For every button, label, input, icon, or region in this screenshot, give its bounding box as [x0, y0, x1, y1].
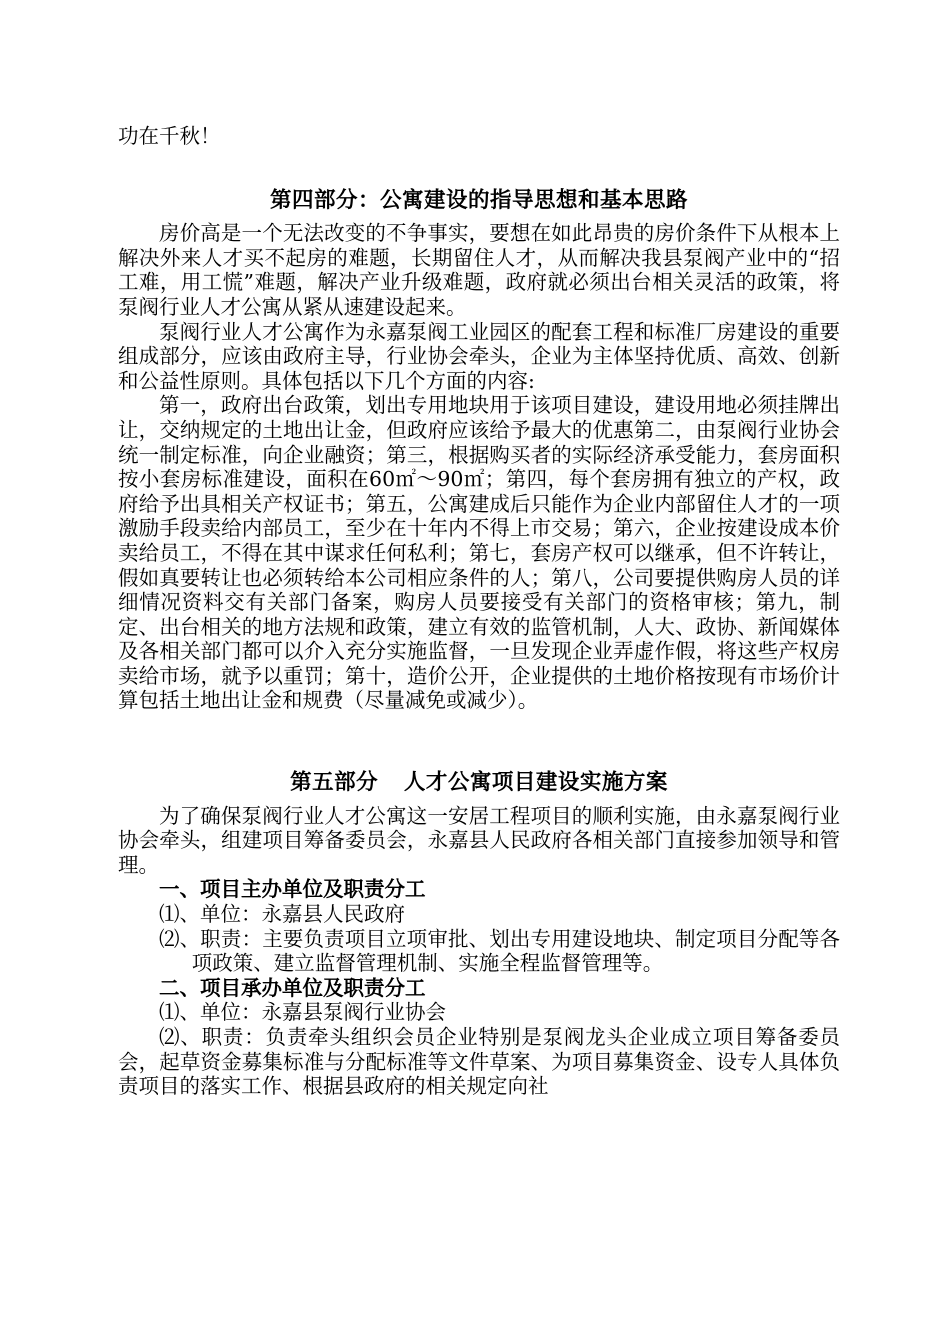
section-2-item-1: ⑴、单位：永嘉县泵阀行业协会 — [159, 1000, 446, 1025]
part5-heading — [118, 771, 840, 796]
part4-paragraph-3: 第一，政府出台政策，划出专用地块用于该项目建设，建设用地必须挂牌出让，交纳规定的土地出让金，但政府应该给予最大的优惠第二，由泵阀行业协会统一制定标准，向企业融资；第三，根据购买者的实际经济承受能力，套房面积按小套房标准建设，面积在60㎡～90㎡；第四，每个套房拥有独立的产权，政府给予出具相关产权证书；第五，公寓建成后只能作为企业内部留住人才的一项激励手段卖给内部员工，至少在十年内不得上市交易；第六，企业按建设成本价卖给员工，不得在其中谋求任何私利；第七，套房产权可以继承，但不许转让，假如真要转让也必须转给本公司相应条件的人；第八，公司要提供购房人员的详细情况资料交有关部门备案，购房人员要接受有关部门的资格审核；第九，制定、出台相关的地方法规和政策，建立有效的监管机制，人大、政协、新闻媒体及各相关部门都可以介入充分实施监督，一旦发现企业弄虚作假，将这些产权房卖给市场，就予以重罚；第十，造价公开，企业提供的土地价格按现有市场价计算包括土地出让金和规费（尽量减免或减少）。 — [118, 393, 840, 713]
part5-heading-title: 人才公寓项目建设实施方案 — [403, 770, 668, 796]
section-1-title: 一、项目主办单位及职责分工 — [159, 877, 426, 902]
part5-paragraph-1: 为了确保泵阀行业人才公寓这一安居工程项目的顺利实施，由永嘉泵阀行业协会牵头，组建项目筹备委员会，永嘉县人民政府各相关部门直接参加领导和管理。 — [118, 803, 840, 877]
section-1-item-2: ⑵、职责：主要负责项目立项审批、划出专用建设地块、制定项目分配等各项政策、建立监督管理机制、实施全程监督管理等。 — [159, 926, 840, 976]
intro-line: 功在千秋！ — [118, 124, 221, 148]
part4-paragraph-2: 泵阀行业人才公寓作为永嘉泵阀工业园区的配套工程和标准厂房建设的重要组成部分，应该由政府主导，行业协会牵头，企业为主体坚持优质、高效、创新和公益性原则。具体包括以下几个方面的内容: — [118, 319, 840, 393]
section-2-title: 二、项目承办单位及职责分工 — [159, 975, 426, 1000]
part5-heading-number: 第五部分 — [290, 770, 379, 796]
part4-paragraph-1: 房价高是一个无法改变的不争事实，要想在如此昂贵的房价条件下从根本上解决外来人才买不起房的难题，长期留住人才，从而解决我县泵阀产业中的“招工难，用工慌”难题，解决产业升级难题，政府就必须出台相关灵活的政策，将泵阀行业人才公寓从紧从速建设起来。 — [118, 221, 840, 319]
part4-heading: 第四部分：公寓建设的指导思想和基本思路 — [269, 187, 688, 213]
section-2-item-2: ⑵、职责：负责牵头组织会员企业特别是泵阀龙头企业成立项目筹备委员会，起草资金募集标准与分配标准等文件草案、为项目募集资金、设专人具体负责项目的落实工作、根据县政府的相关规定向社 — [118, 1025, 840, 1099]
section-1-item-1: ⑴、单位：永嘉县人民政府 — [159, 902, 405, 927]
